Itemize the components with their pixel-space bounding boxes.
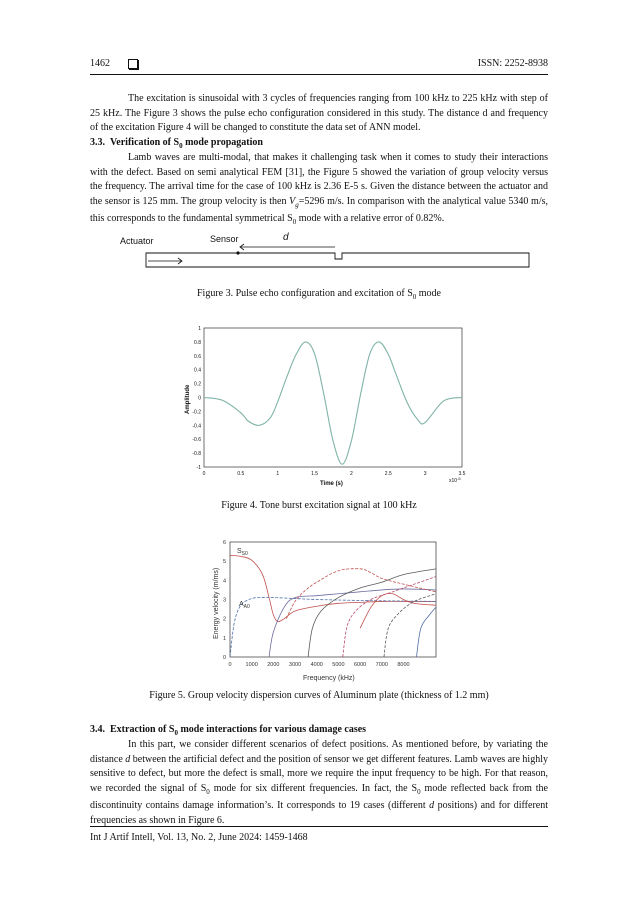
y-tick-label: 4 (222, 578, 226, 585)
x-tick-label: 5000 (332, 662, 345, 668)
x-tick-label: 1.5 (311, 471, 319, 477)
y-tick-label: -0.4 (192, 423, 201, 430)
y-tick-label: -0.2 (192, 409, 201, 416)
plot-frame (204, 328, 462, 467)
figure-4-caption: Figure 4. Tone burst excitation signal at 100 kHz (221, 500, 417, 511)
x-tick-label: 0.5 (237, 471, 245, 477)
sensor-dot (236, 251, 239, 254)
excitation-signal-line (204, 342, 462, 464)
x-axis-title: Time (s) (320, 481, 343, 487)
y-tick-label: -0.8 (192, 451, 201, 458)
y-tick-label: 0.4 (194, 367, 201, 374)
paragraph-extraction: In this part, we consider different scenarios of defect positions. As mentioned before, by variating the distance d between the artificial defect and the position of sensor we get different features. Lamb waves are highly sensitive to defect, but more the defect is small, more we require the input frequency to be high. For that reason, we recorded the signal of $S_0$ mode for six different frequencies. In fact, the $S_0$ mode reflected back from the discontinuity contains damage information’s. It corresponds to 19 cases (different d positions) and for different frequencies as shown in Figure 6. (90, 739, 548, 826)
y-axis-title: Amplitude (185, 384, 191, 414)
y-axis-title: Energy velocity (m/ms) (213, 567, 220, 639)
dispersion-curve-line (269, 589, 436, 657)
y-tick-label: 1 (198, 326, 201, 332)
distance-d-label: d (283, 232, 289, 243)
y-tick-label: 1 (222, 635, 226, 642)
x-tick-label: 8000 (397, 662, 410, 668)
figure-5-caption: Figure 5. Group velocity dispersion curves of Aluminum plate (thickness of 1.2 mm) (149, 690, 489, 701)
square-icon (128, 59, 138, 69)
footer-citation: Int J Artif Intell, Vol. 13, No. 2, June 2024: 1459-1468 (90, 832, 308, 843)
y-tick-label: 2 (222, 616, 226, 623)
plot-frame (230, 542, 436, 657)
x-tick-label: 1000 (245, 662, 258, 668)
x-tick-label: 1 (276, 471, 280, 477)
dispersion-curve-line (230, 597, 436, 657)
dispersion-curve-line (416, 607, 436, 657)
x-tick-label: 0 (228, 662, 232, 668)
y-tick-label: 0.8 (194, 339, 201, 346)
dispersion-curve-line (308, 569, 436, 657)
x-tick-label: 2.5 (384, 471, 392, 477)
x-tick-label: 2 (350, 471, 353, 477)
x-axis-title: Frequency (kHz) (303, 675, 355, 682)
paragraph-verification: Lamb waves are multi-modal, that makes it challenging task when it comes to study their interactions with the defect. Based on semi analytical FEM [31], the Figure 5 showed the variation of group velocity versus the frequency. The arrival time for the case of 100 kHz is 2.36 E-5 s. Given the distance between the actuator and the sensor is 125 mm. The group velocity is then $V_g=5296$ m/s. In comparison with the analytical value 5340 m/s, this corresponds to the fundamental symmetrical $S_0$ mode with a relative error of 0.82%. (90, 152, 549, 226)
figure-5-dispersion-chart (200, 536, 450, 684)
paragraph-excitation: The excitation is sinusoidal with 3 cycles of frequencies ranging from 100 kHz to 225 kHz with step of 25 kHz. The Figure 3 shows the pulse echo configuration considered in this study. The distance d and frequency of the excitation Figure 4 will be changed to constitute the data set of ANN model. (90, 93, 548, 133)
page-number: 1462 (90, 58, 110, 69)
figure-3-caption: Figure 3. Pulse echo configuration and excitation of $S_0$ mode (196, 288, 441, 301)
header-divider (90, 74, 548, 75)
section-3-3-heading: 3.3. Verification of $S_0$ mode propagation (90, 137, 263, 150)
s0-label: $S_{S0}$ (237, 548, 248, 557)
y-tick-label: -0.6 (192, 437, 201, 444)
figure-4-tone-burst-chart (180, 322, 470, 490)
x-tick-label: 4000 (310, 662, 323, 668)
x-tick-label: 0 (202, 471, 206, 477)
y-tick-label: 0 (198, 395, 201, 402)
x-tick-label: 2000 (267, 662, 280, 668)
actuator-label: Actuator (120, 236, 154, 246)
section-3-4-heading: 3.4. Extraction of $S_0$ mode interactions for various damage cases (90, 724, 367, 737)
x-tick-label: 7000 (375, 662, 388, 668)
dispersion-curve-line (286, 569, 436, 619)
y-tick-label: -1 (196, 465, 201, 471)
x-tick-label: 6000 (353, 662, 367, 668)
y-tick-label: 0 (222, 655, 226, 661)
dispersion-curve-line (360, 593, 436, 628)
x-multiplier: $x10^{-5}$ (449, 476, 461, 484)
x-tick-label: 3.5 (458, 471, 466, 477)
page-header (90, 58, 548, 72)
figure-3-pulse-echo-diagram (110, 228, 540, 273)
y-tick-label: 5 (222, 559, 226, 566)
y-tick-label: 0.2 (194, 381, 201, 388)
y-tick-label: 0.6 (194, 353, 201, 360)
dispersion-curve-line (384, 594, 436, 657)
a0-label: $A_{A0}$ (239, 601, 250, 610)
y-tick-label: 3 (222, 597, 226, 604)
y-tick-label: 6 (222, 540, 226, 546)
x-tick-label: 3000 (288, 662, 302, 668)
issn-label: ISSN: 2252-8938 (477, 58, 548, 69)
sensor-label: Sensor (210, 234, 239, 244)
x-tick-label: 3 (423, 471, 427, 477)
plate-outline (146, 253, 529, 267)
footer-divider (90, 826, 548, 827)
dispersion-curve-line (230, 555, 436, 621)
